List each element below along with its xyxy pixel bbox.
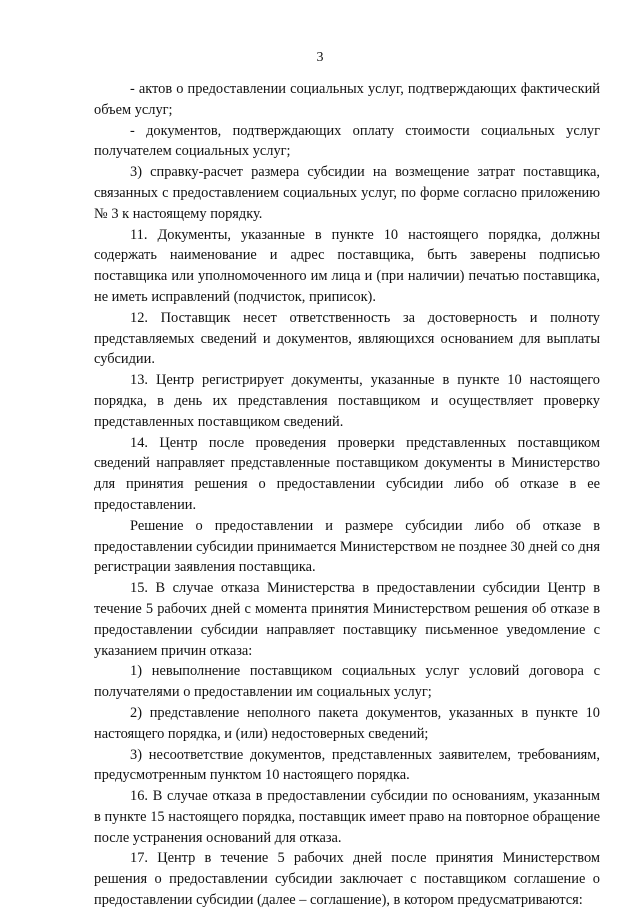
paragraph-acts: - актов о предоставлении социальных услуг, подтверждающих фактический объем услуг; [94, 81, 600, 118]
paragraph-item-12: 12. Поставщик несет ответственность за достоверность и полноту представляемых сведений и документов, являющихся основанием для выплаты субсидии. [94, 309, 600, 368]
paragraph-decision: Решение о предоставлении и размере субсидии либо об отказе в предоставлении субсидии принимается Министерством не позднее 30 дней со дня регистрации заявления поставщика. [94, 517, 600, 576]
paragraph-reason-3: 3) несоответствие документов, представленных заявителем, требованиям, предусмотренным пунктом 10 настоящего порядка. [94, 746, 600, 784]
page-number: 3 [316, 50, 324, 65]
paragraph-reason-1: 1) невыполнение поставщиком социальных услуг условий договора с получателями о предоставлении им социальных услуг; [94, 663, 600, 701]
paragraph-item-17: 17. Центр в течение 5 рабочих дней после принятия Министерством решения о предоставлении субсидии заключает с поставщиком соглашение о предоставлении субсидии (далее – соглашение), в котором предусматриваются: [94, 850, 600, 909]
paragraph-item-13: 13. Центр регистрирует документы, указанные в пункте 10 настоящего порядка, в день их представления поставщиком и осуществляет проверку представленных поставщиком сведений. [94, 372, 600, 430]
paragraph-item-14: 14. Центр после проведения проверки представленных поставщиком сведений направляет представленные поставщиком документы в Министерство для принятия решения о предоставлении субсидии либо об отказе в ее предоставлении. [94, 434, 600, 513]
paragraph-reason-2: 2) представление неполного пакета документов, указанных в пункте 10 настоящего порядка, и (или) недостоверных сведений; [94, 704, 600, 742]
document-body [94, 79, 600, 911]
paragraph-payment-documents: - документов, подтверждающих оплату стоимости социальных услуг получателем социальных услуг; [94, 122, 600, 160]
paragraph-calculation-certificate: 3) справку-расчет размера субсидии на возмещение затрат поставщика, связанных с предоставлением социальных услуг, по форме согласно приложению № 3 к настоящему порядку. [94, 164, 600, 222]
paragraph-item-16: 16. В случае отказа в предоставлении субсидии по основаниям, указанным в пункте 15 настоящего порядка, поставщик имеет право на повторное обращение после устранения оснований для отказа. [94, 788, 600, 846]
paragraph-item-15: 15. В случае отказа Министерства в предоставлении субсидии Центр в течение 5 рабочих дней с момента принятия Министерством решения об отказе в предоставлении субсидии направляет поставщику письменное уведомление с указанием причин отказа: [94, 580, 600, 659]
paragraph-item-11: 11. Документы, указанные в пункте 10 настоящего порядка, должны содержать наименование и адрес поставщика, быть заверены подписью поставщика или уполномоченного им лица и (при наличии) печатью поставщика, не иметь исправлений (подчисток, приписок). [94, 226, 600, 305]
